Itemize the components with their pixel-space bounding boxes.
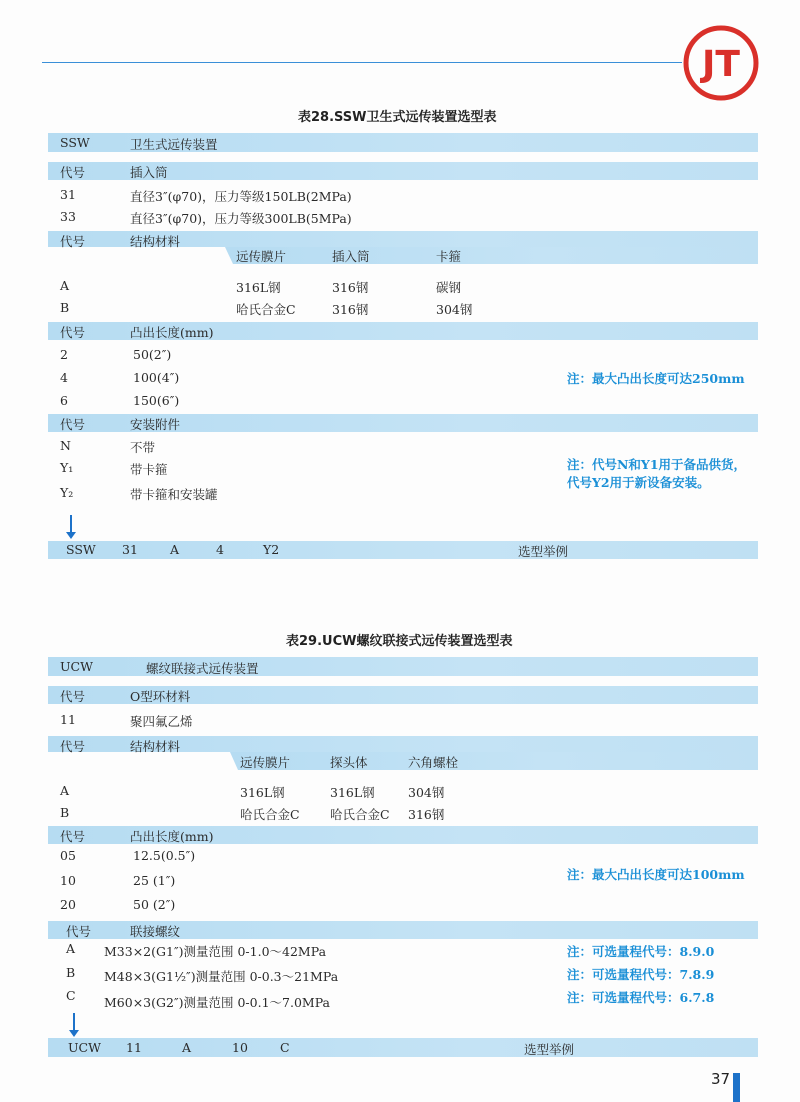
row-code: A: [66, 941, 76, 956]
row-code: B: [66, 965, 76, 980]
code-label: 代号: [60, 165, 86, 180]
code-label: 代号: [60, 234, 86, 249]
accessory-note: 代号Y2用于新设备安装。: [567, 475, 710, 490]
table29-title: 表29.UCW螺纹联接式远传装置选型表: [286, 634, 513, 649]
row-desc: 直径3″(φ70)，压力等级300LB(5MPa): [130, 211, 352, 226]
row-value: 25 (1″): [133, 873, 176, 888]
row-value: 100(4″): [133, 370, 180, 385]
example-part: C: [280, 1040, 290, 1055]
col-header: 插入筒: [332, 249, 370, 264]
code-label: 代号: [66, 924, 92, 939]
example-part: 11: [126, 1040, 142, 1055]
row-value: 12.5(0.5″): [133, 848, 196, 863]
header-name: 螺纹联接式远传装置: [146, 661, 259, 676]
header-code: SSW: [60, 135, 90, 150]
row-code: 31: [60, 187, 76, 202]
row-code: 05: [60, 848, 76, 863]
example-bar: [48, 1038, 758, 1057]
row-value: 带卡箍: [130, 462, 168, 477]
row-code: A: [60, 783, 70, 798]
row-code: 20: [60, 897, 76, 912]
cell: 哈氏合金C: [236, 302, 296, 317]
row-value: 聚四氟乙烯: [130, 714, 193, 729]
row-value: 带卡箍和安装罐: [130, 487, 218, 502]
row-code: 33: [60, 209, 76, 224]
row-code: C: [66, 988, 76, 1003]
material-subbar: [230, 752, 758, 770]
cell: 哈氏合金C: [240, 807, 300, 822]
arrow-down-icon: [70, 515, 72, 535]
code-label: 代号: [60, 325, 86, 340]
row-code: N: [60, 438, 71, 453]
example-part: A: [170, 542, 180, 557]
row-code: 10: [60, 873, 76, 888]
cell: 316钢: [408, 807, 445, 822]
arrow-down-icon: [73, 1013, 75, 1033]
insert-label: 插入筒: [130, 165, 168, 180]
cell: 316L钢: [236, 280, 281, 295]
code-label: 代号: [60, 739, 86, 754]
cell: 316L钢: [240, 785, 285, 800]
material-label: 结构材料: [130, 234, 181, 249]
thread-note: 注：可选量程代号：7.8.9: [567, 967, 715, 982]
row-code: B: [60, 300, 70, 315]
cell: 316钢: [332, 302, 369, 317]
row-code: 2: [60, 347, 68, 362]
length-note: 注：最大凸出长度可达100mm: [567, 867, 745, 882]
row-code: 6: [60, 393, 68, 408]
page-marker: [733, 1073, 740, 1102]
jt-logo: [682, 24, 760, 102]
row-value: M60×3(G2″)测量范围 0-0.1～7.0MPa: [104, 995, 331, 1010]
thread-note: 注：可选量程代号：8.9.0: [567, 944, 715, 959]
row-value: 50(2″): [133, 347, 172, 362]
row-value: M48×3(G1½″)测量范围 0-0.3～21MPa: [104, 969, 339, 984]
table28-title: 表28.SSW卫生式远传装置选型表: [298, 110, 497, 125]
cell: 碳钢: [436, 280, 462, 295]
code-label: 代号: [60, 829, 86, 844]
header-code: UCW: [60, 659, 93, 674]
cell: 316L钢: [330, 785, 375, 800]
oring-label: O型环材料: [130, 689, 191, 704]
page-number: 37: [711, 1070, 731, 1088]
example-bar: [48, 541, 758, 559]
col-header: 六角螺栓: [408, 755, 459, 770]
col-header: 探头体: [330, 755, 368, 770]
example-label: 选型举例: [518, 544, 569, 559]
code-label: 代号: [60, 689, 86, 704]
example-part: UCW: [68, 1040, 101, 1055]
length-note: 注：最大凸出长度可达250mm: [567, 371, 745, 386]
length-label: 凸出长度(mm): [130, 325, 214, 340]
example-part: A: [182, 1040, 192, 1055]
header-rule: [42, 62, 682, 63]
row-code: 4: [60, 370, 68, 385]
thread-note: 注：可选量程代号：6.7.8: [567, 990, 715, 1005]
col-header: 远传膜片: [240, 755, 291, 770]
row-value: 50 (2″): [133, 897, 176, 912]
row-code: A: [60, 278, 70, 293]
example-part: 4: [216, 542, 224, 557]
example-part: 10: [232, 1040, 248, 1055]
example-part: SSW: [66, 542, 96, 557]
example-part: Y2: [263, 542, 280, 557]
row-desc: 直径3″(φ70)，压力等级150LB(2MPa): [130, 189, 352, 204]
code-label: 代号: [60, 417, 86, 432]
row-code: 11: [60, 712, 76, 727]
row-code: B: [60, 805, 70, 820]
length-label: 凸出长度(mm): [130, 829, 214, 844]
row-value: M33×2(G1″)测量范围 0-1.0～42MPa: [104, 944, 327, 959]
cell: 哈氏合金C: [330, 807, 390, 822]
row-value: 150(6″): [133, 393, 180, 408]
thread-label: 联接螺纹: [130, 924, 181, 939]
row-value: 不带: [130, 440, 156, 455]
material-label: 结构材料: [130, 739, 181, 754]
svg-text:JT: JT: [702, 44, 740, 85]
cell: 304钢: [408, 785, 445, 800]
accessory-note: 注：代号N和Y1用于备品供货，: [567, 457, 747, 472]
row-code: Y₂: [60, 485, 74, 500]
col-header: 卡箍: [436, 249, 462, 264]
example-part: 31: [122, 542, 138, 557]
material-subbar: [225, 247, 758, 264]
header-name: 卫生式远传装置: [130, 137, 218, 152]
row-code: Y₁: [60, 460, 74, 475]
col-header: 远传膜片: [236, 249, 287, 264]
cell: 304钢: [436, 302, 473, 317]
cell: 316钢: [332, 280, 369, 295]
example-label: 选型举例: [524, 1042, 575, 1057]
accessory-label: 安装附件: [130, 417, 181, 432]
